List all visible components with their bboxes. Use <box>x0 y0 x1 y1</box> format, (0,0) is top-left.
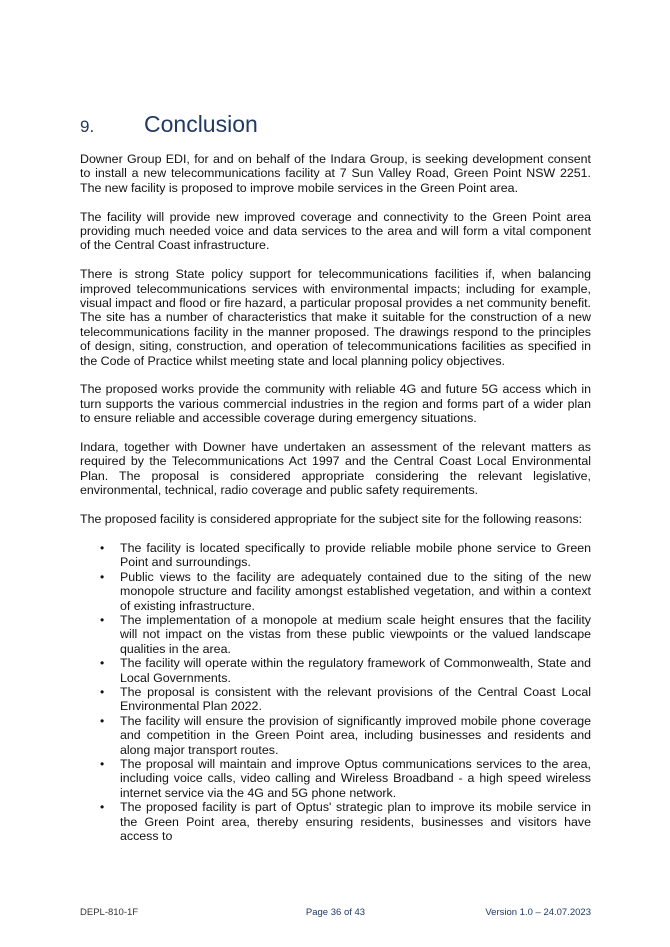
list-item <box>80 541 591 570</box>
list-item <box>80 800 591 843</box>
paragraph: The proposed facility is considered appropriate for the subject site for the following reasons: <box>80 512 583 527</box>
list-item <box>80 685 591 714</box>
list-item-text: The facility is located specifically to provide reliable mobile phone service to Green Point and surroundings. <box>120 540 591 570</box>
bullet-icon: • <box>100 713 105 728</box>
paragraph: The proposed works provide the community with reliable 4G and future 5G access which in turn supports the various commercial industries in the region and forms part of a wider plan to ensure reliable and accessible coverage during emergency situations. <box>80 382 591 426</box>
bullet-icon: • <box>100 612 105 627</box>
version-label: Version 1.0 – 24.07.2023 <box>485 907 591 918</box>
list-item <box>80 570 591 613</box>
list-item <box>80 656 591 685</box>
list-item-text: The facility will operate within the regulatory framework of Commonwealth, State and Local Governments. <box>120 656 591 685</box>
list-item-text: The facility will ensure the provision of significantly improved mobile phone coverage and competition in the Green Point area, including businesses and residents and along major transport routes. <box>120 713 591 757</box>
list-item <box>80 757 591 800</box>
page-number: Page 36 of 43 <box>305 907 366 918</box>
bullet-icon: • <box>100 756 105 771</box>
list-item-text: The proposal is consistent with the relevant provisions of the Central Coast Local Environmental Plan 2022. <box>120 684 591 714</box>
section-body <box>80 152 591 843</box>
paragraph: Downer Group EDI, for and on behalf of the Indara Group, is seeking development consent to install a new telecommunications facility at 7 Sun Valley Road, Green Point NSW 2251. The new facility is proposed to improve mobile services in the Green Point area. <box>80 152 591 195</box>
list-item-text: Public views to the facility are adequately contained due to the siting of the new monopole structure and facility amongst established vegetation, and within a context of existing infrastructure. <box>120 569 591 613</box>
reasons-list <box>80 541 591 844</box>
list-item-text: The proposal will maintain and improve Optus communications services to the area, including voice calls, video calling and Wireless Broadband - a high speed wireless internet service via the 4G and 5G phone network. <box>120 756 591 800</box>
bullet-icon: • <box>100 656 105 671</box>
paragraph: There is strong State policy support for telecommunications facilities if, when balancing improved telecommunications services with environmental impacts; including for example, visual impact and flood or fire hazard, a particular proposal provides a net community benefit. The site has a number of characteristics that make it suitable for the construction of a new telecommunications facility in the manner proposed. The drawings respond to the principles of design, siting, construction, and operation of telecommunications facilities as specified in the Code of Practice whilst meeting state and local planning policy objectives. <box>80 267 591 368</box>
section-title: Conclusion <box>144 111 258 137</box>
paragraph: Indara, together with Downer have undertaken an assessment of the relevant matters as required by the Telecommunications Act 1997 and the Central Coast Local Environmental Plan. The proposal is considered appropriate considering the relevant legislative, environmental, technical, radio coverage and public safety requirements. <box>80 440 591 498</box>
list-item <box>80 613 591 656</box>
paragraph: The facility will provide new improved coverage and connectivity to the Green Point area providing much needed voice and data services to the area and will form a vital component of the Central Coast infrastructure. <box>80 209 591 253</box>
section-heading <box>80 111 258 138</box>
list-item-text: The proposed facility is part of Optus' strategic plan to improve its mobile service in the Green Point area, thereby ensuring residents, businesses and visitors have access to <box>120 800 591 843</box>
bullet-icon: • <box>100 684 105 699</box>
section-number: 9. <box>80 117 95 136</box>
bullet-icon: • <box>100 800 105 815</box>
document-id: DEPL-810-1F <box>80 907 139 918</box>
bullet-icon: • <box>100 569 105 584</box>
bullet-icon: • <box>100 540 105 555</box>
list-item <box>80 714 591 757</box>
list-item-text: The implementation of a monopole at medium scale height ensures that the facility will not impact on the vistas from these public viewpoints or the valued landscape qualities in the area. <box>120 612 591 656</box>
